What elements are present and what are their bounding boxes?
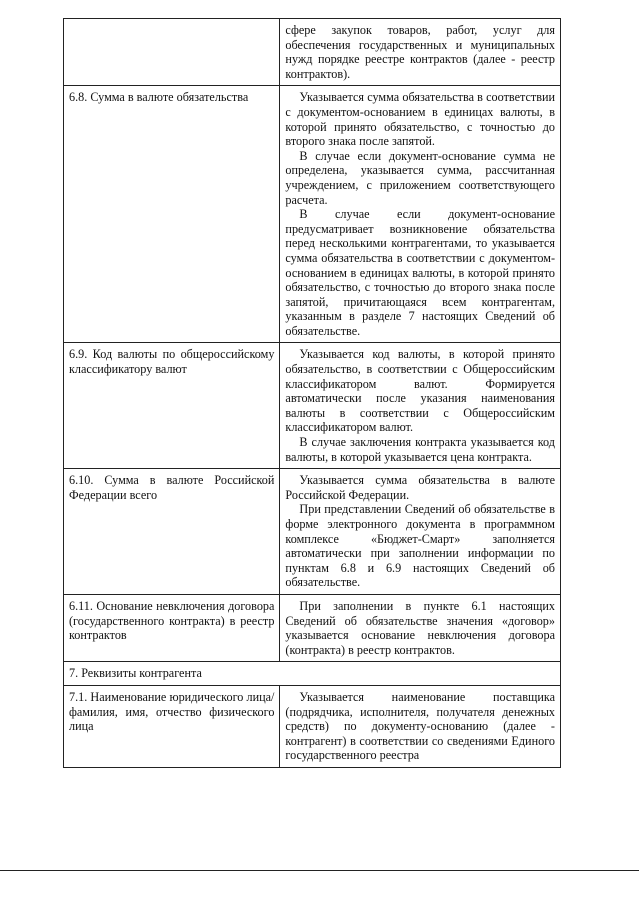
field-name-cell: 7.1. Наименование юридического лица/фамилия, имя, отчество физического лица <box>64 685 280 767</box>
description-paragraph: При представлении Сведений об обязательстве в форме электронного документа в программном комплексе «Бюджет-Смарт» заполняется автоматически при заполнении информации по пунктам 6.8 и 6.9 настоящих Сведений об обязательстве. <box>285 502 555 590</box>
description-paragraph: В случае если документ-основание сумма не определена, указывается сумма, рассчитанная учреждением, с приложением соответствующего расчета. <box>285 148 555 207</box>
description-paragraph: В случае заключения контракта указывается код валюты, в которой указывается цена контракта. <box>285 435 555 464</box>
table-row <box>64 469 561 595</box>
table-row <box>64 685 561 767</box>
field-description-cell <box>280 594 561 661</box>
field-description-cell <box>280 19 561 86</box>
description-paragraph: Указывается сумма обязательства в соответствии с документом-основанием в единицах валюты, в которой принято обязательство, с точностью до второго знака после запятой. <box>285 90 555 149</box>
table-row <box>64 86 561 343</box>
table-row <box>64 594 561 661</box>
section-title: 7. Реквизиты контрагента <box>64 662 561 686</box>
field-name-cell: 6.8. Сумма в валюте обязательства <box>64 86 280 343</box>
field-name-cell: 6.11. Основание невключения договора (государственного контракта) в реестр контрактов <box>64 594 280 661</box>
field-description-cell <box>280 685 561 767</box>
table-row <box>64 19 561 86</box>
description-paragraph: В случае если документ-основание предусматривает возникновение обязательства перед несколькими контрагентами, то указывается сумма обязательства в соответствии с документом-основанием в единицах валюты, в которой принято обязательство, с точностью до второго знака после запятой, причитающаяся всем контрагентам, указанным в разделе 7 настоящих Сведений об обязательстве. <box>285 207 555 338</box>
description-paragraph: При заполнении в пункте 6.1 настоящих Сведений об обязательстве значения «договор» указывается основание невключения договора (контракта) в реестр контрактов. <box>285 598 555 657</box>
field-name-cell <box>64 19 280 86</box>
description-paragraph: Указывается наименование поставщика (подрядчика, исполнителя, получателя денежных средств) по документу-основанию (далее - контрагент) в соответствии со сведениями Единого государственного реестра <box>285 689 555 763</box>
description-paragraph: Указывается код валюты, в которой принято обязательство, в соответствии с Общероссийским классификатором валют. Формируется автоматически после указания наименования валюты в соответствии с Общероссийским классификатором валют. <box>285 347 555 435</box>
description-paragraph: сфере закупок товаров, работ, услуг для обеспечения государственных и муниципальных нужд порядке реестре контрактов (далее - реестр контрактов). <box>285 23 555 81</box>
page-bottom-rule <box>0 870 639 871</box>
field-description-cell <box>280 343 561 469</box>
requisites-table <box>63 18 561 768</box>
table-row <box>64 343 561 469</box>
field-name-cell: 6.9. Код валюты по общероссийскому классификатору валют <box>64 343 280 469</box>
field-description-cell <box>280 86 561 343</box>
section-header-row <box>64 662 561 686</box>
description-paragraph: Указывается сумма обязательства в валюте Российской Федерации. <box>285 473 555 502</box>
field-name-cell: 6.10. Сумма в валюте Российской Федерации всего <box>64 469 280 595</box>
field-description-cell <box>280 469 561 595</box>
